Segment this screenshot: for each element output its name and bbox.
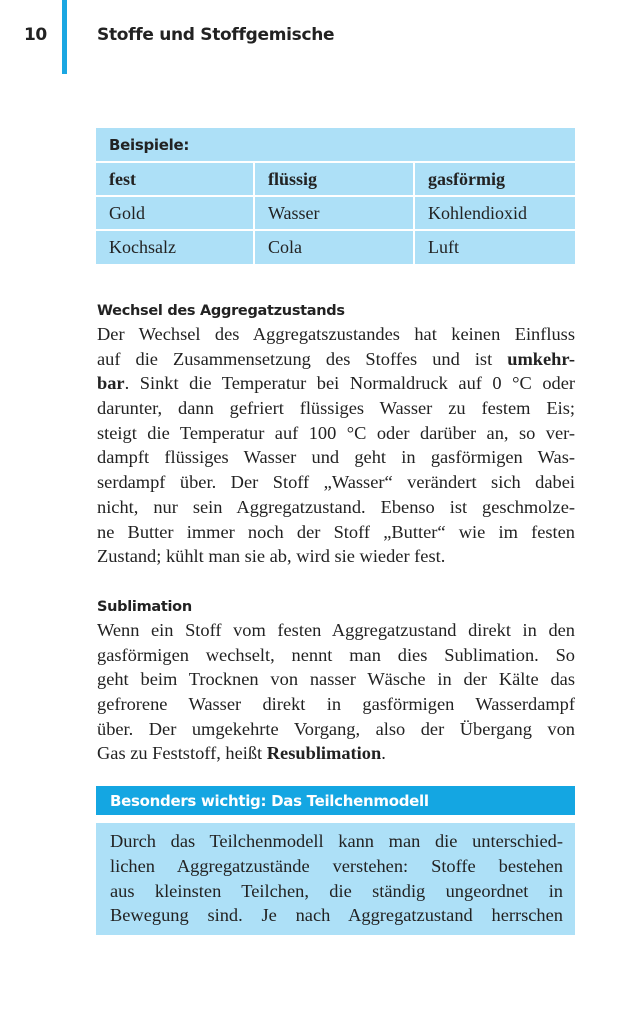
- examples-table-title: Beispiele:: [96, 128, 575, 163]
- table-cell: Gold: [96, 197, 255, 229]
- section-heading: Wechsel des Aggregatzustands: [97, 303, 345, 319]
- column-header-gas: gasförmig: [428, 169, 505, 189]
- text-line: geht beim Trocknen von nasser Wäsche in der Kälte das: [97, 669, 575, 690]
- bold-term: umkehr-: [507, 348, 575, 369]
- column-header-solid: fest: [96, 163, 255, 195]
- text-line: Der Wechsel des Aggregatszustandes hat keinen Einfluss: [97, 324, 575, 344]
- text-line: steigt die Temperatur auf 100 °C oder darüber an, so ver-: [97, 422, 575, 443]
- note-title: Besonders wichtig: Das Teilchenmodell: [110, 792, 429, 810]
- table-cell: Luft: [428, 237, 459, 257]
- section-aggregate-change: [97, 300, 575, 569]
- section-body: [97, 618, 575, 766]
- text-line: Durch das Teilchenmodell kann man die unterschied-: [110, 831, 563, 851]
- table-row: [96, 197, 575, 231]
- text-line: [97, 347, 575, 372]
- bold-term: Resublimation: [266, 743, 382, 764]
- note-header: [96, 786, 575, 815]
- text-line: gefrorene Wasser direkt in gasförmigen Wasserdampf: [97, 694, 575, 715]
- text-line: [97, 371, 575, 396]
- text-line: dampft flüssiges Wasser und geht in gasförmigen Was-: [97, 447, 575, 468]
- text-line: lichen Aggregatzustände verstehen: Stoffe bestehen: [110, 855, 563, 876]
- section-heading: Sublimation: [97, 599, 192, 615]
- column-header-liquid: flüssig: [255, 163, 415, 195]
- note-body: [110, 829, 563, 928]
- text-line: Zustand; kühlt man sie ab, wird sie wieder fest.: [97, 546, 446, 567]
- section-sublimation: [97, 596, 575, 766]
- text-span: Gas zu Feststoff, heißt: [97, 743, 267, 764]
- section-body: [97, 322, 575, 569]
- header-accent-bar: [62, 0, 67, 74]
- text-line: nicht, nur sein Aggregatzustand. Ebenso ist geschmolze-: [97, 496, 575, 517]
- table-cell: Cola: [255, 231, 415, 264]
- text-span: . Sinkt die Temperatur bei Normaldruck auf 0 °C oder: [124, 373, 575, 394]
- table-cell: Kochsalz: [96, 231, 255, 264]
- note-box: [96, 823, 575, 935]
- text-line: Bewegung sind. Je nach Aggregatzustand herrschen: [110, 905, 563, 926]
- bold-term: bar: [97, 373, 125, 394]
- text-line: aus kleinsten Teilchen, die ständig ungeordnet in: [110, 880, 563, 901]
- text-line: gasförmigen wechselt, nennt man dies Sublimation. So: [97, 644, 575, 665]
- table-row: [96, 231, 575, 264]
- table-cell: Kohlendioxid: [428, 203, 527, 223]
- text-line: ne Butter immer noch der Stoff „Butter“ wie im festen: [97, 521, 575, 542]
- examples-table: [96, 128, 575, 264]
- page-number: 10: [24, 25, 47, 45]
- table-header-row: [96, 163, 575, 197]
- table-cell: Wasser: [255, 197, 415, 229]
- text-line: über. Der umgekehrte Vorgang, also der Übergang von: [97, 718, 575, 739]
- text-line: darunter, dann gefriert flüssiges Wasser zu festem Eis;: [97, 398, 575, 419]
- text-line: serdampf über. Der Stoff „Wasser“ verändert sich dabei: [97, 472, 575, 493]
- chapter-title: Stoffe und Stoffgemische: [97, 25, 335, 45]
- text-line: [97, 741, 575, 766]
- text-span: .: [381, 743, 386, 764]
- text-line: Wenn ein Stoff vom festen Aggregatzustand direkt in den: [97, 620, 575, 640]
- text-span: auf die Zusammensetzung des Stoffes und ist: [97, 348, 508, 369]
